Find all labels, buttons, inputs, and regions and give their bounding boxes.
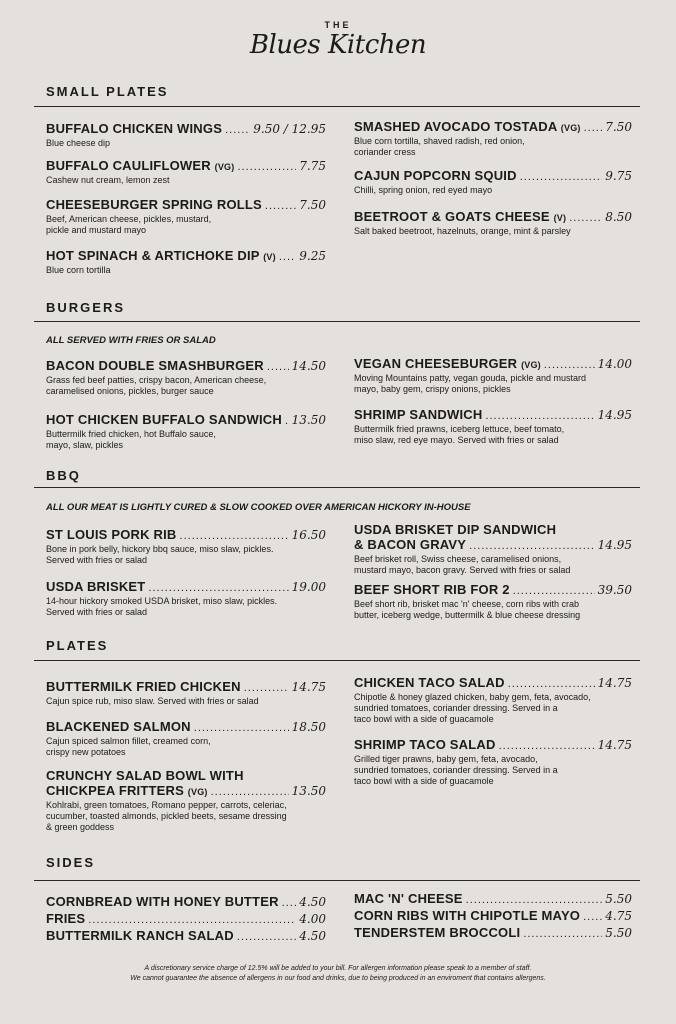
- menu-item: [46, 197, 326, 236]
- section-note-bbq: ALL OUR MEAT IS LIGHTLY CURED & SLOW COOKED OVER AMERICAN HICKORY IN-HOUSE: [46, 502, 471, 513]
- menu-item-description: [354, 185, 632, 196]
- menu-item-line: [354, 908, 632, 923]
- menu-item-description: [46, 596, 326, 618]
- dot-leader: [194, 722, 289, 734]
- section-title-plates: PLATES: [46, 638, 109, 653]
- menu-item: [46, 579, 326, 618]
- diet-tag: (V): [263, 252, 276, 262]
- menu-item-name: BUTTERMILK FRIED CHICKEN: [46, 679, 241, 694]
- menu-item-line: [354, 209, 632, 224]
- menu-item-description: [354, 554, 632, 576]
- menu-item-name: CHICKEN TACO SALAD: [354, 675, 505, 690]
- description-line: Served with fries or salad: [46, 555, 148, 565]
- menu-item-name: USDA BRISKET: [46, 579, 146, 594]
- menu-item-name: SHRIMP TACO SALAD: [354, 737, 496, 752]
- menu-item: [46, 911, 326, 926]
- diet-tag: (V): [553, 213, 567, 223]
- menu-item-description: [46, 696, 326, 707]
- dot-leader: [148, 582, 288, 594]
- description-line: crispy new potatoes: [46, 747, 126, 757]
- menu-item-line: [46, 579, 326, 594]
- menu-item-price: 14.75: [597, 676, 632, 690]
- menu-item-name: CHICKPEA FRITTERS (VG): [46, 783, 208, 798]
- menu-item-line: [354, 119, 632, 134]
- menu-item: [354, 522, 632, 576]
- menu-item-description: [46, 265, 326, 276]
- menu-item: [46, 358, 326, 397]
- description-line: Cajun spice rub, miso slaw. Served with fries or salad: [46, 696, 259, 706]
- description-line: Served with fries or salad: [46, 607, 148, 617]
- dot-leader: [520, 171, 603, 183]
- description-line: coriander cress: [354, 147, 416, 157]
- description-line: & green goddess: [46, 822, 115, 832]
- description-line: Bone in pork belly, hickory bbq sauce, miso slaw, pickles.: [46, 544, 274, 554]
- menu-item-line: [354, 582, 632, 597]
- menu-item-name: VEGAN CHEESEBURGER (VG): [354, 356, 541, 371]
- dot-leader: [237, 931, 296, 943]
- menu-item-line: [46, 527, 326, 542]
- dot-leader: [523, 928, 602, 940]
- dot-leader: [88, 914, 296, 926]
- dot-leader: [285, 415, 289, 427]
- description-line: Beef brisket roll, Swiss cheese, caramelised onions,: [354, 554, 562, 564]
- description-line: butter, iceberg wedge, buttermilk & blue cheese dressing: [354, 610, 581, 620]
- menu-item-description: [354, 136, 632, 158]
- menu-item-price: 13.50: [291, 784, 326, 798]
- menu-item-price: 16.50: [291, 528, 326, 542]
- menu-item: [46, 894, 326, 909]
- menu-item-line: [46, 894, 326, 909]
- menu-item: [46, 679, 326, 707]
- menu-item: [354, 582, 632, 621]
- description-line: sundried tomatoes, coriander dressing. Served in a: [354, 703, 558, 713]
- menu-item-name: SHRIMP SANDWICH: [354, 407, 483, 422]
- menu-item-price: 7.75: [299, 159, 326, 173]
- menu-item-price: 9.25: [299, 249, 326, 263]
- section-divider: [34, 321, 640, 322]
- section-title-bbq: BBQ: [46, 468, 81, 483]
- menu-item-name: BEEF SHORT RIB FOR 2: [354, 582, 510, 597]
- menu-item-description: [354, 599, 632, 621]
- dot-leader: [211, 786, 289, 798]
- dot-leader: [225, 124, 250, 136]
- description-line: Chilli, spring onion, red eyed mayo: [354, 185, 493, 195]
- dot-leader: [282, 897, 297, 909]
- section-divider: [34, 106, 640, 107]
- description-line: Kohlrabi, green tomatoes, Romano pepper, carrots, celeriac,: [46, 800, 287, 810]
- menu-item-price: 14.95: [597, 408, 632, 422]
- section-note-burgers: ALL SERVED WITH FRIES OR SALAD: [46, 335, 216, 346]
- menu-item-name: CORNBREAD WITH HONEY BUTTER: [46, 894, 279, 909]
- section-title-sides: SIDES: [46, 855, 96, 870]
- menu-item-description: [46, 375, 326, 397]
- menu-item-name-line: USDA BRISKET DIP SANDWICH: [354, 522, 557, 537]
- menu-item: [354, 356, 632, 395]
- menu-item: [354, 675, 632, 725]
- description-line: Blue corn tortilla: [46, 265, 111, 275]
- menu-item-line: [354, 737, 632, 752]
- menu-item-line: [354, 925, 632, 940]
- menu-item-description: [354, 373, 632, 395]
- menu-item-name: BACON DOUBLE SMASHBURGER: [46, 358, 264, 373]
- menu-item-line: [46, 719, 326, 734]
- menu-item-description: [46, 429, 326, 451]
- description-line: Blue cheese dip: [46, 138, 111, 148]
- menu-item-line: [46, 911, 326, 926]
- menu-item-name: TENDERSTEM BROCCOLI: [354, 925, 521, 940]
- menu-item-name: MAC 'N' CHEESE: [354, 891, 463, 906]
- menu-item-name: BUFFALO CHICKEN WINGS: [46, 121, 223, 136]
- menu-item-line: [354, 675, 632, 690]
- menu-item: [354, 737, 632, 787]
- menu-item-name: BUTTERMILK RANCH SALAD: [46, 928, 234, 943]
- menu-item-price: 18.50: [291, 720, 326, 734]
- dot-leader: [584, 122, 603, 134]
- menu-item-name: BUFFALO CAULIFLOWER (VG): [46, 158, 235, 173]
- menu-item-name: SMASHED AVOCADO TOSTADA (VG): [354, 119, 581, 134]
- menu-item-description: [46, 214, 326, 236]
- menu-item-line: [46, 248, 326, 263]
- menu-item-name: HOT SPINACH & ARTICHOKE DIP (V): [46, 248, 276, 263]
- dot-leader: [499, 740, 595, 752]
- description-line: mustard mayo, bacon gravy. Served with fries or salad: [354, 565, 571, 575]
- dot-leader: [466, 894, 603, 906]
- description-line: taco bowl with a side of guacamole: [354, 714, 494, 724]
- menu-item-line: [354, 891, 632, 906]
- section-title-burgers: BURGERS: [46, 300, 126, 315]
- menu-item-name: BLACKENED SALMON: [46, 719, 191, 734]
- menu-item-price: 19.00: [291, 580, 326, 594]
- menu-item-description: [354, 692, 632, 725]
- menu-item: [354, 925, 632, 940]
- menu-item-line: [46, 679, 326, 694]
- section-title-small-plates: SMALL PLATES: [46, 84, 169, 99]
- description-line: Chipotle & honey glazed chicken, baby gem, feta, avocado,: [354, 692, 591, 702]
- menu-item-line: [46, 358, 326, 373]
- footer-line: A discretionary service charge of 12.5% will be added to your bill. For allergen information please speak to a member of staff.: [144, 965, 532, 972]
- menu-item-price: 9.75: [605, 169, 632, 183]
- menu-item-price: 4.50: [299, 895, 326, 909]
- description-line: mayo, slaw, pickles: [46, 440, 124, 450]
- menu-item-name: FRIES: [46, 911, 86, 926]
- menu-item: [354, 908, 632, 923]
- menu-item-price: 14.75: [597, 738, 632, 752]
- menu-item-line: [354, 537, 632, 552]
- menu-item-name: CHEESEBURGER SPRING ROLLS: [46, 197, 262, 212]
- menu-item-description: [46, 736, 326, 758]
- dot-leader: [279, 251, 296, 263]
- menu-item-price: 4.50: [299, 929, 326, 943]
- menu-item-line: [46, 928, 326, 943]
- menu-item: [354, 891, 632, 906]
- menu-item-price: 14.50: [291, 359, 326, 373]
- menu-item: [46, 158, 326, 186]
- diet-tag: (VG): [560, 123, 581, 133]
- description-line: miso slaw, red eye mayo. Served with fries or salad: [354, 435, 559, 445]
- description-line: 14-hour hickory smoked USDA brisket, miso slaw, pickles.: [46, 596, 278, 606]
- menu-item-price: 14.00: [597, 357, 632, 371]
- dot-leader: [244, 682, 289, 694]
- menu-item: [46, 527, 326, 566]
- menu-item-line: [46, 158, 326, 173]
- menu-item-price: 4.75: [605, 909, 632, 923]
- menu-item-price: 5.50: [605, 892, 632, 906]
- description-line: Moving Mountains patty, vegan gouda, pickle and mustard: [354, 373, 586, 383]
- description-line: Grass fed beef patties, crispy bacon, American cheese,: [46, 375, 267, 385]
- diet-tag: (VG): [214, 162, 235, 172]
- brand-logo: Blues Kitchen: [249, 30, 427, 60]
- menu-item-name: ST LOUIS PORK RIB: [46, 527, 177, 542]
- footer-line: We cannot guarantee the absence of allergens in our food and drinks, due to being produced in an enviroment that contains allergens.: [130, 975, 546, 982]
- menu-item-line: [354, 356, 632, 371]
- dot-leader: [237, 161, 296, 173]
- menu-item-description: [354, 754, 632, 787]
- menu-item: [46, 121, 326, 149]
- menu-item-name: HOT CHICKEN BUFFALO SANDWICH: [46, 412, 282, 427]
- dot-leader: [513, 585, 595, 597]
- description-line: Buttermilk fried prawns, iceberg lettuce, beef tomato,: [354, 424, 565, 434]
- menu-item-price: 5.50: [605, 926, 632, 940]
- menu-item-name: CORN RIBS WITH CHIPOTLE MAYO: [354, 908, 581, 923]
- menu-item-description: [354, 226, 632, 237]
- description-line: pickle and mustard mayo: [46, 225, 147, 235]
- menu-item-description: [46, 800, 326, 833]
- description-line: Cashew nut cream, lemon zest: [46, 175, 170, 185]
- section-divider: [34, 660, 640, 661]
- menu-item-line: [354, 168, 632, 183]
- description-line: Buttermilk fried chicken, hot Buffalo sauce,: [46, 429, 216, 439]
- dot-leader: [583, 911, 602, 923]
- description-line: mayo, baby gem, crispy onions, pickles: [354, 384, 511, 394]
- menu-item: [46, 928, 326, 943]
- menu-item: [46, 412, 326, 451]
- menu-item: [354, 168, 632, 196]
- menu-item-description: [46, 175, 326, 186]
- dot-leader: [569, 212, 602, 224]
- description-line: taco bowl with a side of guacamole: [354, 776, 494, 786]
- menu-item: [354, 407, 632, 446]
- menu-item-description: [46, 544, 326, 566]
- brand-the: THE: [324, 20, 352, 30]
- menu-item: [46, 719, 326, 758]
- dot-leader: [265, 200, 296, 212]
- menu-item: [354, 119, 632, 158]
- diet-tag: (VG): [187, 787, 208, 797]
- menu-item-price: 7.50: [299, 198, 326, 212]
- footer-notice: [0, 964, 676, 984]
- menu-item-line: [46, 783, 326, 798]
- menu-item-price: 8.50: [605, 210, 632, 224]
- description-line: Blue corn tortilla, shaved radish, red onion,: [354, 136, 525, 146]
- menu-item-price: 7.50: [605, 120, 632, 134]
- menu-item-name: CAJUN POPCORN SQUID: [354, 168, 517, 183]
- description-line: Grilled tiger prawns, baby gem, feta, avocado,: [354, 754, 538, 764]
- menu-item-price: 14.95: [597, 538, 632, 552]
- description-line: cucumber, toasted almonds, pickled beets, sesame dressing: [46, 811, 287, 821]
- description-line: Cajun spiced salmon fillet, creamed corn,: [46, 736, 211, 746]
- menu-item-name: & BACON GRAVY: [354, 537, 467, 552]
- menu-item-line: [46, 412, 326, 427]
- description-line: sundried tomatoes, coriander dressing. Served in a: [354, 765, 558, 775]
- menu-item-line: [354, 407, 632, 422]
- menu-item-price: 9.50 / 12.95: [253, 122, 326, 136]
- menu-item: [46, 768, 326, 833]
- menu-item-price: 39.50: [597, 583, 632, 597]
- dot-leader: [267, 361, 289, 373]
- description-line: Salt baked beetroot, hazelnuts, orange, mint & parsley: [354, 226, 571, 236]
- menu-item-price: 14.75: [291, 680, 326, 694]
- menu-item-name: BEETROOT & GOATS CHEESE (V): [354, 209, 567, 224]
- menu-item-description: [354, 424, 632, 446]
- dot-leader: [544, 359, 595, 371]
- menu-item-name-line: CRUNCHY SALAD BOWL WITH: [46, 768, 244, 783]
- description-line: Beef, American cheese, pickles, mustard,: [46, 214, 212, 224]
- dot-leader: [180, 530, 289, 542]
- menu-item-price: 4.00: [299, 912, 326, 926]
- menu-item-description: [46, 138, 326, 149]
- section-divider: [34, 880, 640, 881]
- menu-item-line: [46, 197, 326, 212]
- section-divider: [34, 487, 640, 488]
- menu-item-line: [46, 121, 326, 136]
- dot-leader: [469, 540, 594, 552]
- description-line: Beef short rib, brisket mac 'n' cheese, corn ribs with crab: [354, 599, 580, 609]
- dot-leader: [508, 678, 595, 690]
- description-line: caramelised onions, pickles, burger sauce: [46, 386, 214, 396]
- menu-item: [46, 248, 326, 276]
- diet-tag: (VG): [521, 360, 541, 370]
- menu-item-price: 13.50: [291, 413, 326, 427]
- menu-item: [354, 209, 632, 237]
- dot-leader: [485, 410, 594, 422]
